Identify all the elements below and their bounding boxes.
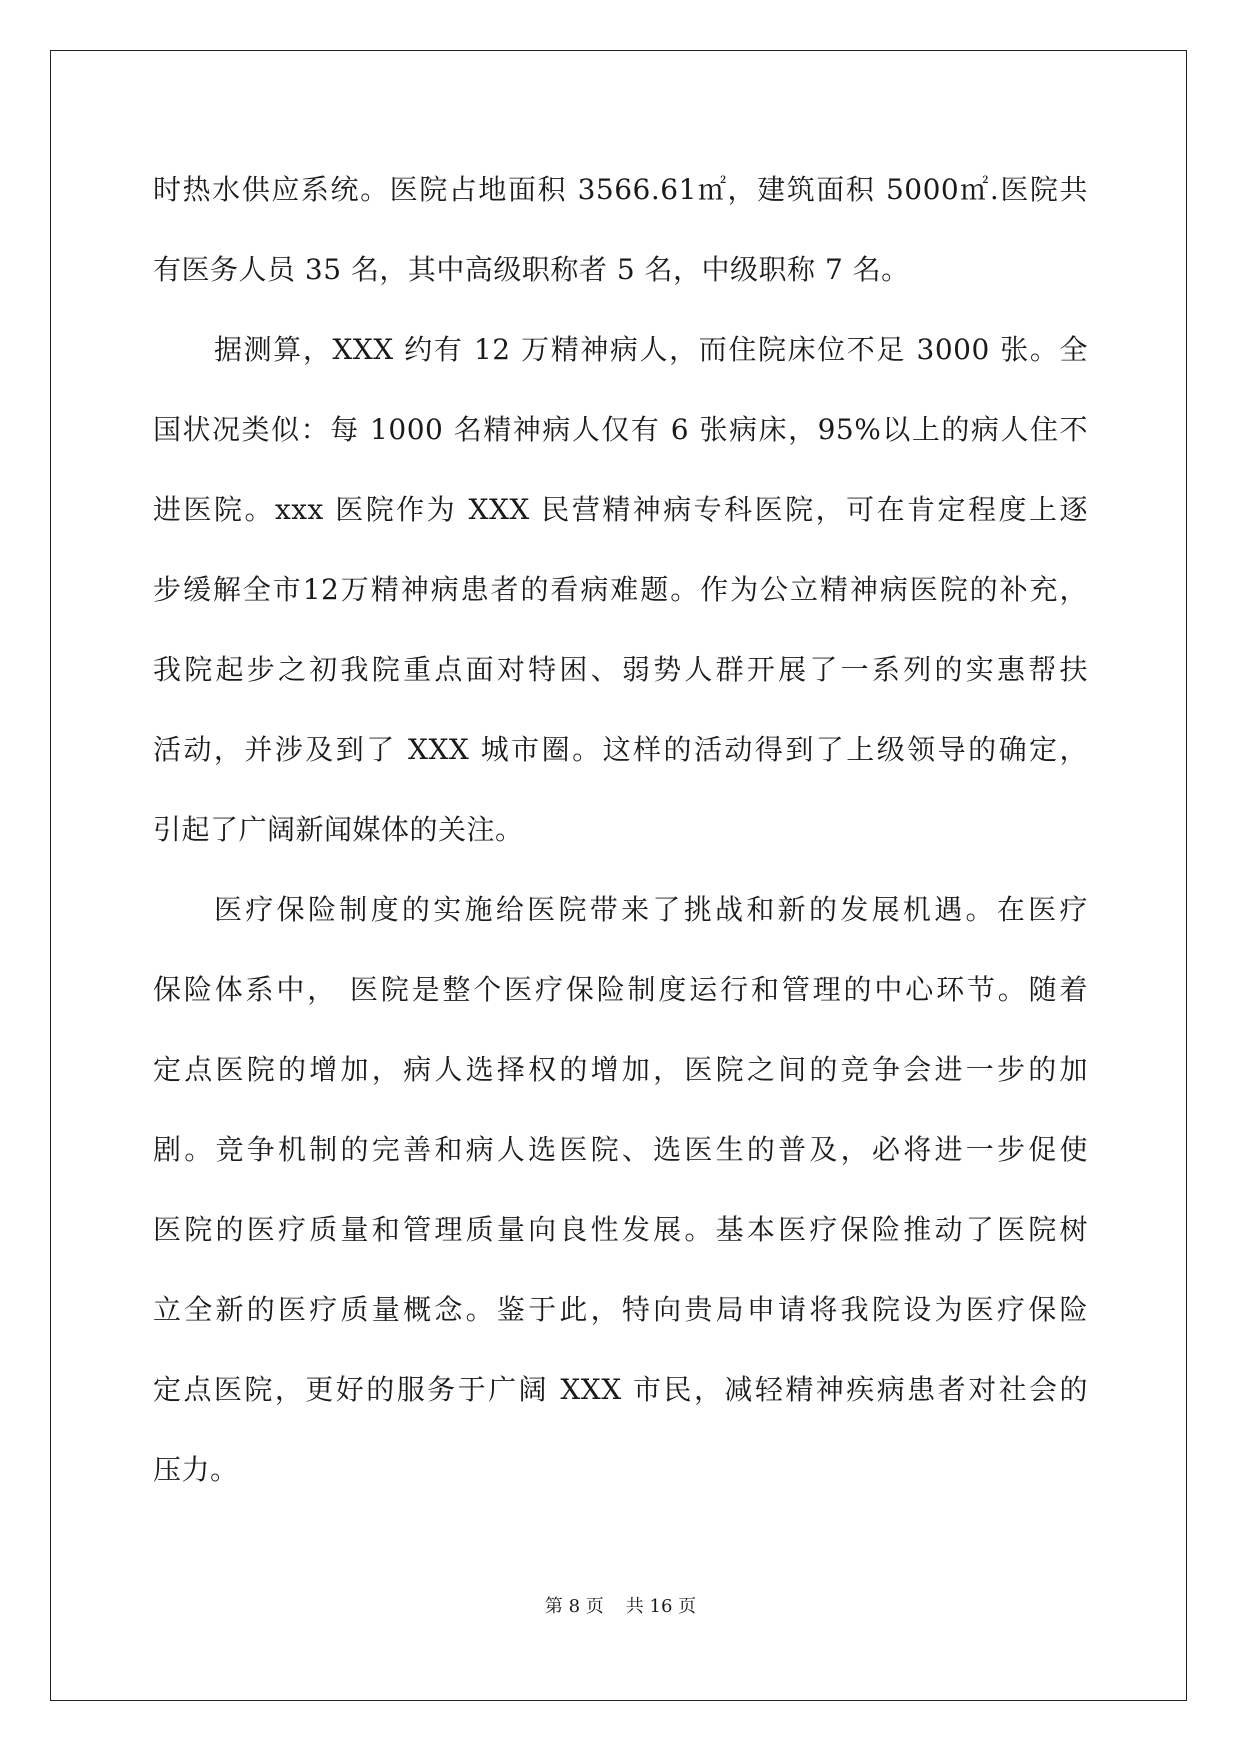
text-line: 压力。 [153,1453,239,1486]
text-line: 医院的医疗质量和管理质量向良性发展。基本医疗保险推动了医院树 [153,1213,1088,1246]
text-line: 活动，并涉及到了 XXX 城市圈。这样的活动得到了上级领导的确定， [153,733,1088,766]
total-pages-label: 共 16 页 [625,1596,697,1617]
text-line: 保险体系中， 医院是整个医疗保险制度运行和管理的中心环节。随着 [153,973,1088,1006]
text-line: 国状况类似：每 1000 名精神病人仅有 6 张病床，95%以上的病人住不 [153,413,1088,446]
text-line: 引起了广阔新闻媒体的关注。 [153,813,524,846]
text-line: 据测算，XXX 约有 12 万精神病人，而住院床位不足 3000 张。全 [214,333,1088,366]
document-body [153,160,1088,1520]
text-line: 立全新的医疗质量概念。鉴于此，特向贵局申请将我院设为医疗保险 [153,1293,1088,1326]
text-line: 有医务人员 35 名，其中高级职称者 5 名，中级职称 7 名。 [153,253,910,286]
text-line: 定点医院的增加，病人选择权的增加，医院之间的竞争会进一步的加 [153,1053,1088,1086]
text-line: 剧。竞争机制的完善和病人选医院、选医生的普及，必将进一步促使 [153,1133,1088,1166]
text-line: 进医院。xxx 医院作为 XXX 民营精神病专科医院，可在肯定程度上逐 [153,493,1088,526]
page-number [0,1595,1241,1619]
current-page-label: 第 8 页 [544,1596,604,1617]
text-line: 医疗保险制度的实施给医院带来了挑战和新的发展机遇。在医疗 [214,893,1088,926]
text-line: 定点医院，更好的服务于广阔 XXX 市民，减轻精神疾病患者对社会的 [153,1373,1088,1406]
text-line: 时热水供应系统。医院占地面积 3566.61㎡，建筑面积 5000㎡.医院共 [153,173,1088,206]
text-line: 我院起步之初我院重点面对特困、弱势人群开展了一系列的实惠帮扶 [153,653,1088,686]
text-line: 步缓解全市12万精神病患者的看病难题。作为公立精神病医院的补充， [153,573,1088,606]
